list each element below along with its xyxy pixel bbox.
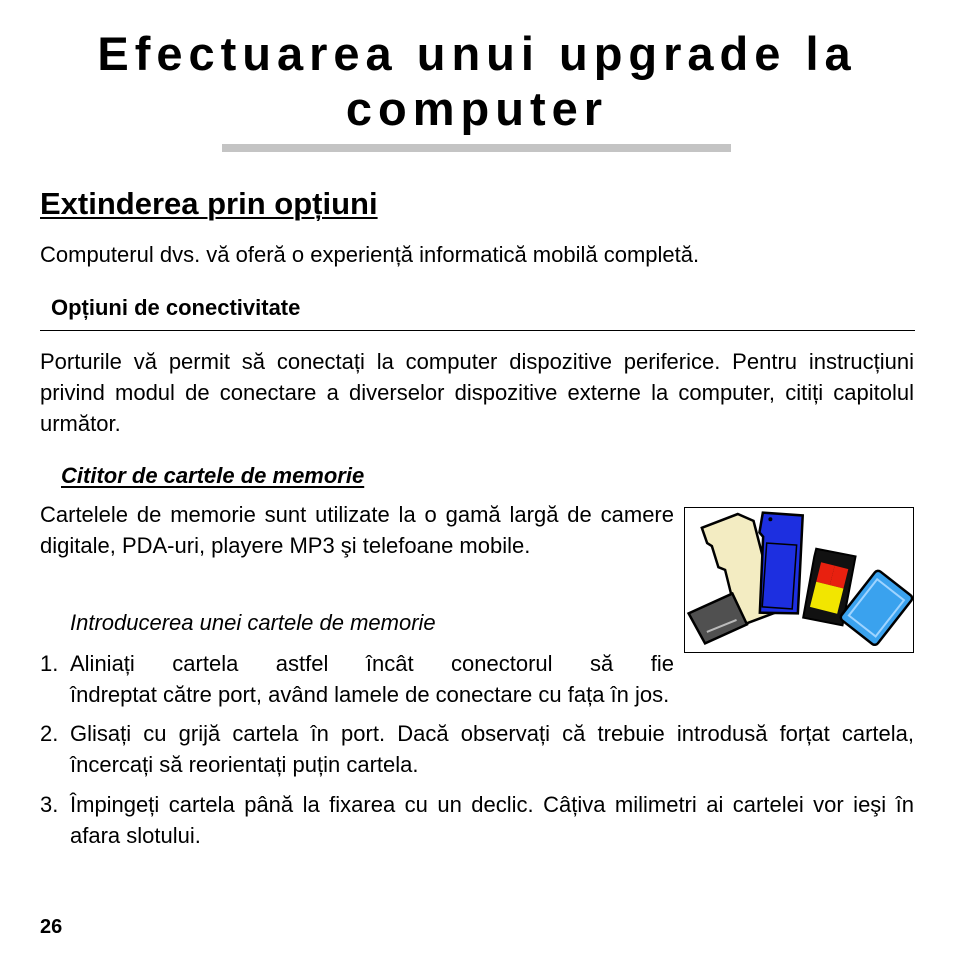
page-number: 26 — [40, 916, 63, 938]
card-reader-body: Cartelele de memorie sunt utilizate la o gamă largă de camere digitale, PDA-uri, playere MP3 şi telefoane mobile. — [40, 502, 674, 558]
section-heading: Extinderea prin opțiuni — [40, 186, 378, 221]
subsection-divider — [40, 330, 915, 331]
step-number: 2. — [40, 721, 59, 746]
title-divider — [222, 144, 731, 152]
memory-cards-icon — [685, 508, 913, 652]
step-number: 3. — [40, 792, 59, 817]
step-text: Împingeți cartela până la fixarea cu un declic. Câțiva milimetri ai cartelei vor ieşi în afara slotului. — [70, 792, 914, 848]
step-number: 1. — [40, 651, 59, 676]
step-text-line1: Aliniați cartela astfel încât conectorul să fie — [70, 651, 674, 676]
step-text: Glisați cu grijă cartela în port. Dacă observați că trebuie introdusă forțat cartela, încercați să reorientați puțin cartela. — [70, 721, 914, 777]
connectivity-body: Porturile vă permit să conectați la computer dispozitive periferice. Pentru instrucțiuni privind modul de conectare a diverselor dispozitive externe la computer, citiți capitolul următor. — [40, 349, 914, 436]
card-reader-heading: Cititor de cartele de memorie — [61, 463, 365, 488]
step-text-line2: îndreptat către port, având lamele de conectare cu fața în jos. — [70, 682, 670, 707]
section-intro: Computerul dvs. vă oferă o experiență informatică mobilă completă. — [40, 242, 700, 267]
step-item — [40, 648, 914, 712]
step-item — [40, 718, 914, 782]
procedure-heading: Introducerea unei cartele de memorie — [70, 610, 436, 635]
memory-cards-figure — [684, 507, 914, 653]
page-title: Efectuarea unui upgrade la computer — [97, 27, 857, 135]
step-item — [40, 789, 914, 853]
connectivity-heading: Opțiuni de conectivitate — [51, 295, 301, 320]
